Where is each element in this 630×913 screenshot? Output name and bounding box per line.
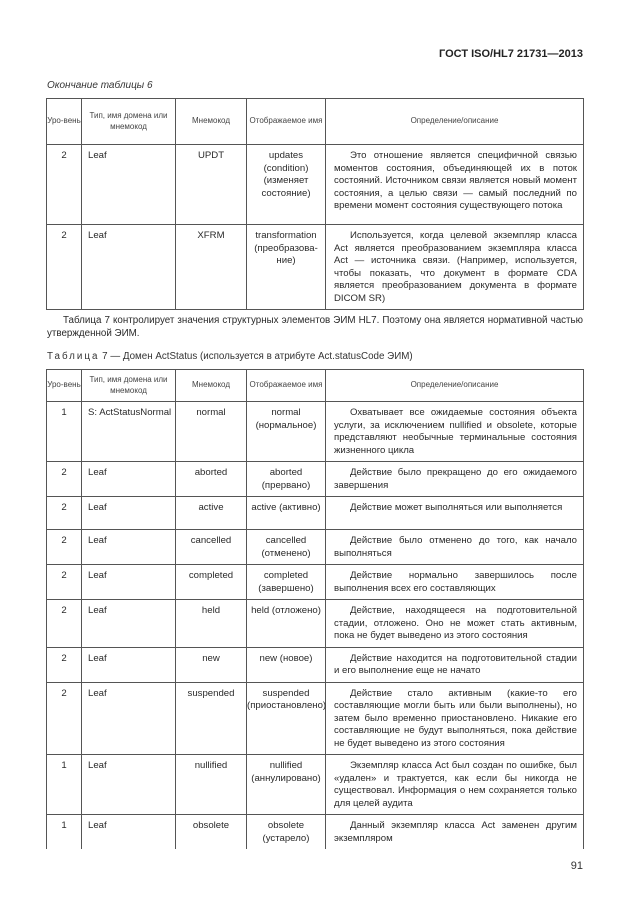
cell-level: 1 — [47, 815, 82, 850]
col-header-level: Уро-вень — [47, 99, 82, 145]
cell-level: 2 — [47, 600, 82, 648]
col-header-mnemonic: Мнемокод — [176, 370, 247, 402]
table-row — [47, 682, 584, 755]
cell-level: 2 — [47, 647, 82, 682]
cell-display: normal (нормальное) — [247, 402, 326, 462]
cell-level: 1 — [47, 402, 82, 462]
cell-mnemonic: normal — [176, 402, 247, 462]
cell-mnemonic: cancelled — [176, 530, 247, 565]
cell-definition: Действие было прекращено до его ожидаемого завершения — [326, 462, 584, 497]
cell-mnemonic: completed — [176, 565, 247, 600]
table6-header-row — [47, 99, 584, 145]
cell-level: 2 — [47, 462, 82, 497]
table-row — [47, 815, 584, 850]
cell-display: updates (condition) (изменяет состояние) — [247, 145, 326, 225]
cell-type: Leaf — [82, 647, 176, 682]
document-header: ГОСТ ISO/HL7 21731—2013 — [439, 48, 583, 60]
cell-definition: Действие может выполняться или выполняется — [326, 497, 584, 530]
table-row — [47, 145, 584, 225]
cell-level: 1 — [47, 755, 82, 815]
cell-mnemonic: suspended — [176, 682, 247, 755]
cell-mnemonic: active — [176, 497, 247, 530]
cell-type: Leaf — [82, 225, 176, 310]
table-row — [47, 530, 584, 565]
cell-definition: Действие, находящееся на подготовительной стадии, отложено. Оно не может стать активным, пока не будет выведено из этого состояния — [326, 600, 584, 648]
cell-level: 2 — [47, 145, 82, 225]
table-6 — [46, 98, 584, 310]
table-row — [47, 600, 584, 648]
table7-header-row — [47, 370, 584, 402]
col-header-type: Тип, имя домена или мнемокод — [82, 99, 176, 145]
cell-definition: Действие было отменено до того, как начало выполняться — [326, 530, 584, 565]
cell-definition: Данный экземпляр класса Act заменен другим экземпляром — [326, 815, 584, 850]
cell-mnemonic: held — [176, 600, 247, 648]
cell-level: 2 — [47, 530, 82, 565]
cell-level: 2 — [47, 497, 82, 530]
col-header-definition: Определение/описание — [326, 99, 584, 145]
table-row — [47, 402, 584, 462]
cell-definition: Это отношение является специфичной связью моментов состояния, объединяющей их в поток состояний. Источником связи является новый момент состояния, а целью связи — самый последний по времени момент состояния существующего потока — [326, 145, 584, 225]
cell-display: nullified (аннулировано) — [247, 755, 326, 815]
table-row — [47, 755, 584, 815]
cell-type: Leaf — [82, 815, 176, 850]
table6-caption: Окончание таблицы 6 — [47, 80, 153, 91]
table-row — [47, 462, 584, 497]
cell-level: 2 — [47, 682, 82, 755]
cell-display: completed (завершено) — [247, 565, 326, 600]
cell-type: Leaf — [82, 530, 176, 565]
cell-type: S: ActStatusNormal — [82, 402, 176, 462]
cell-type: Leaf — [82, 755, 176, 815]
cell-type: Leaf — [82, 497, 176, 530]
col-header-definition: Определение/описание — [326, 370, 584, 402]
col-header-mnemonic: Мнемокод — [176, 99, 247, 145]
cell-definition: Используется, когда целевой экземпляр класса Act является преобразованием экземпляра класса Act — источника связи. (Например, используется, чтобы показать, что документ в формате CDA является преобразованием документа в формате DICOM SR) — [326, 225, 584, 310]
cell-mnemonic: nullified — [176, 755, 247, 815]
cell-level: 2 — [47, 225, 82, 310]
cell-display: suspended (приостановлено) — [247, 682, 326, 755]
cell-mnemonic: new — [176, 647, 247, 682]
cell-definition: Экземпляр класса Act был создан по ошибке, был «удален» и трактуется, как если бы никогда не существовал. Информация о нем сохраняется только для целей аудита — [326, 755, 584, 815]
col-header-display: Отображаемое имя — [247, 370, 326, 402]
cell-display: transformation (преобразова-ние) — [247, 225, 326, 310]
cell-type: Leaf — [82, 565, 176, 600]
col-header-type: Тип, имя домена или мнемокод — [82, 370, 176, 402]
cell-type: Leaf — [82, 462, 176, 497]
table-row — [47, 565, 584, 600]
cell-display: obsolete (устарело) — [247, 815, 326, 850]
cell-display: new (новое) — [247, 647, 326, 682]
table-row — [47, 647, 584, 682]
cell-type: Leaf — [82, 145, 176, 225]
cell-mnemonic: UPDT — [176, 145, 247, 225]
page-number: 91 — [570, 860, 583, 872]
col-header-level: Уро-вень — [47, 370, 82, 402]
table7-caption-prefix: Таблица — [47, 351, 100, 362]
cell-type: Leaf — [82, 682, 176, 755]
cell-display: aborted (прервано) — [247, 462, 326, 497]
table-row — [47, 497, 584, 530]
table-row — [47, 225, 584, 310]
intro-paragraph: Таблица 7 контролирует значения структурных элементов ЭИМ HL7. Поэтому она является нормативной частью утвержденной ЭИМ. — [47, 315, 583, 339]
cell-level: 2 — [47, 565, 82, 600]
table-7 — [46, 369, 584, 849]
col-header-display: Отображаемое имя — [247, 99, 326, 145]
cell-mnemonic: obsolete — [176, 815, 247, 850]
cell-definition: Охватывает все ожидаемые состояния объекта услуги, за исключением nullified и obsolete, которые представляют необычные терминальные состояния жизненного цикла — [326, 402, 584, 462]
table7-caption-text: 7 — Домен ActStatus (используется в атрибуте Act.statusCode ЭИМ) — [99, 351, 413, 362]
cell-mnemonic: XFRM — [176, 225, 247, 310]
cell-display: active (активно) — [247, 497, 326, 530]
cell-mnemonic: aborted — [176, 462, 247, 497]
cell-definition: Действие находится на подготовительной стадии и его выполнение еще не начато — [326, 647, 584, 682]
table7-caption — [47, 351, 413, 362]
cell-definition: Действие стало активным (какие-то его составляющие могли быть или были выполнены), но затем было временно приостановлено. Никакие его составляющие не будут выполняться, пока действие не будет выведено из этого состояния — [326, 682, 584, 755]
cell-definition: Действие нормально завершилось после выполнения всех его составляющих — [326, 565, 584, 600]
cell-type: Leaf — [82, 600, 176, 648]
cell-display: cancelled (отменено) — [247, 530, 326, 565]
cell-display: held (отложено) — [247, 600, 326, 648]
